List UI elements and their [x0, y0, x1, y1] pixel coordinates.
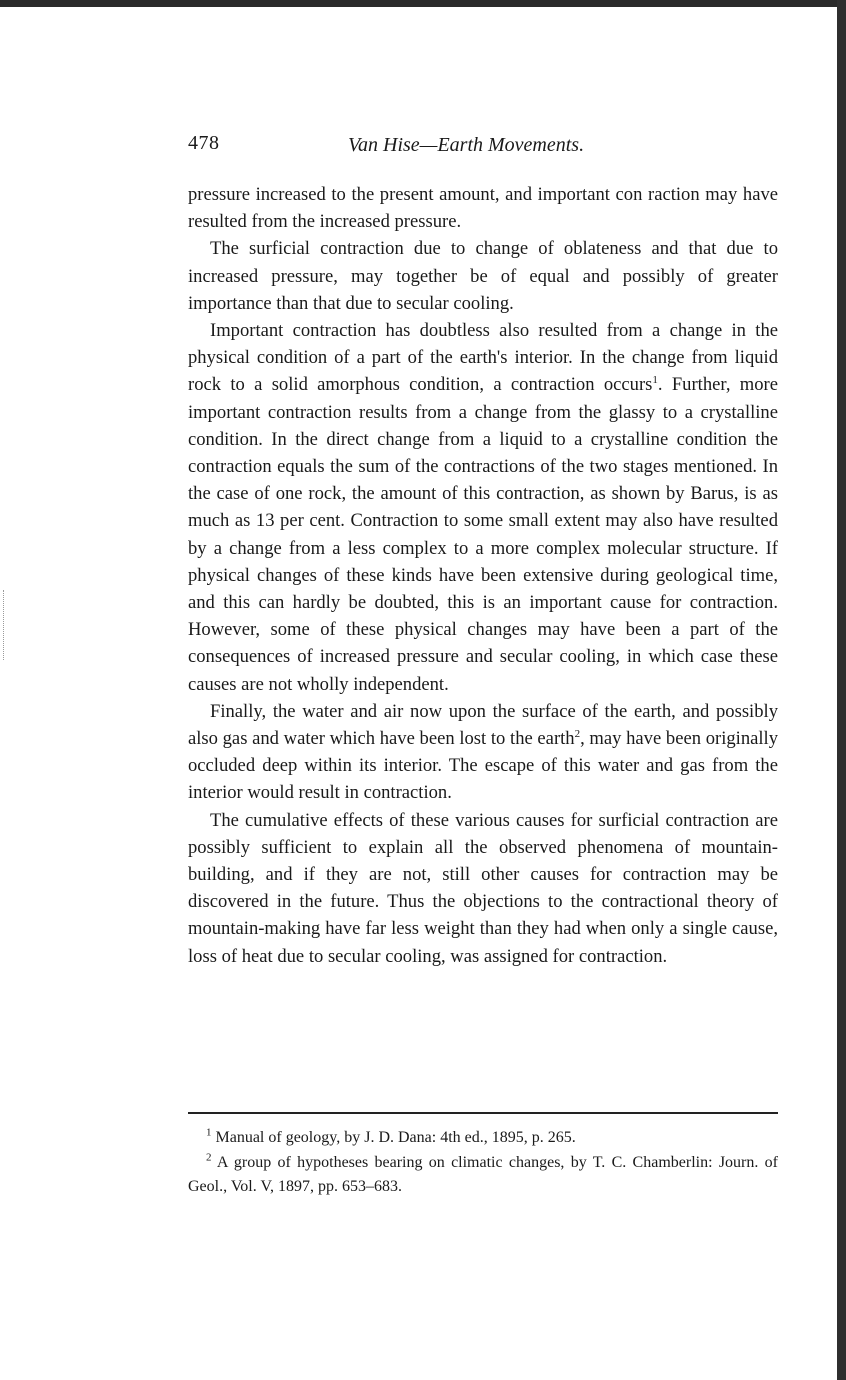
scan-border-right	[837, 0, 846, 1380]
paragraph-1	[188, 181, 778, 235]
footnote-1-text: Manual of geology, by J. D. Dana: 4th ed., 1895, p. 265.	[215, 1129, 576, 1146]
paragraph-4-text: Finally, the water and air now upon the surface of the earth, and possibly also gas and water which have been lost to the earth	[188, 700, 778, 750]
paragraph-5-text: The cumulative effects of these various causes for surficial contraction are possibly sufficient to explain all the observed phenomena of mountain-building, and if they are not, still other causes for contraction may be discovered in the future. Thus the objections to the contractional theory of mountain-making have far less weight than they had when only a single cause, loss of heat due to secular cooling, was assigned for contraction.	[188, 809, 778, 967]
paragraph-5	[188, 807, 778, 970]
footnote-ref-1: 1	[652, 374, 658, 387]
paragraph-4-text-continued: , may have been originally occluded deep within its interior. The escape of this water and gas from the interior would result in contraction.	[188, 728, 778, 804]
running-title: Van Hise—Earth Movements.	[348, 134, 585, 156]
page-number: 478	[188, 132, 220, 154]
paragraph-3-text-continued: . Further, more important contraction results from a change from the glassy to a crystalline condition. In the direct change from a liquid to a crystalline condition the contraction equals the sum of the contractions of the two stages mentioned. In the case of one rock, the amount of this contraction, as shown by Barus, is as much as 13 per cent. Contraction to some small extent may also have resulted by a change from a less complex to a more complex molecular structure. If physical changes of these kinds have been extensive during geological time, and this can hardly be doubted, this is an important cause for contraction. However, some of these physical changes may have been a part of the consequences of increased pressure and secular cooling, in which case these causes are not wholly independent.	[188, 374, 779, 695]
footnote-2-text: A group of hypotheses bearing on climatic changes, by T. C. Chamberlin: Journ. of Geol., Vol. V, 1897, pp. 653–683.	[188, 1153, 778, 1195]
footnote-2	[188, 1151, 778, 1200]
scan-border-top	[0, 0, 846, 7]
footnote-divider	[188, 1112, 778, 1114]
page-header	[188, 132, 778, 162]
paragraph-2	[188, 235, 778, 317]
paragraph-2-text: The surficial contraction due to change of oblateness and that due to increased pressure, may together be of equal and possibly of greater importance than that due to secular cooling.	[188, 238, 778, 314]
footnote-1-marker: 1	[206, 1126, 212, 1139]
footnotes	[188, 1126, 778, 1200]
paragraph-3	[188, 317, 778, 698]
footnote-1	[188, 1126, 778, 1151]
paragraph-4	[188, 698, 778, 807]
footnote-ref-2: 2	[574, 727, 581, 740]
body-text	[188, 181, 778, 970]
paragraph-1-text: pressure increased to the present amount, and important con raction may have resulted from the increased pressure.	[188, 184, 778, 233]
paragraph-3-text: Important contraction has doubtless also resulted from a change in the physical condition of a part of the earth's interior. In the change from liquid rock to a solid amorphous condition, a contraction occurs	[188, 320, 778, 396]
margin-marks	[3, 590, 8, 660]
footnote-2-marker: 2	[206, 1151, 212, 1164]
